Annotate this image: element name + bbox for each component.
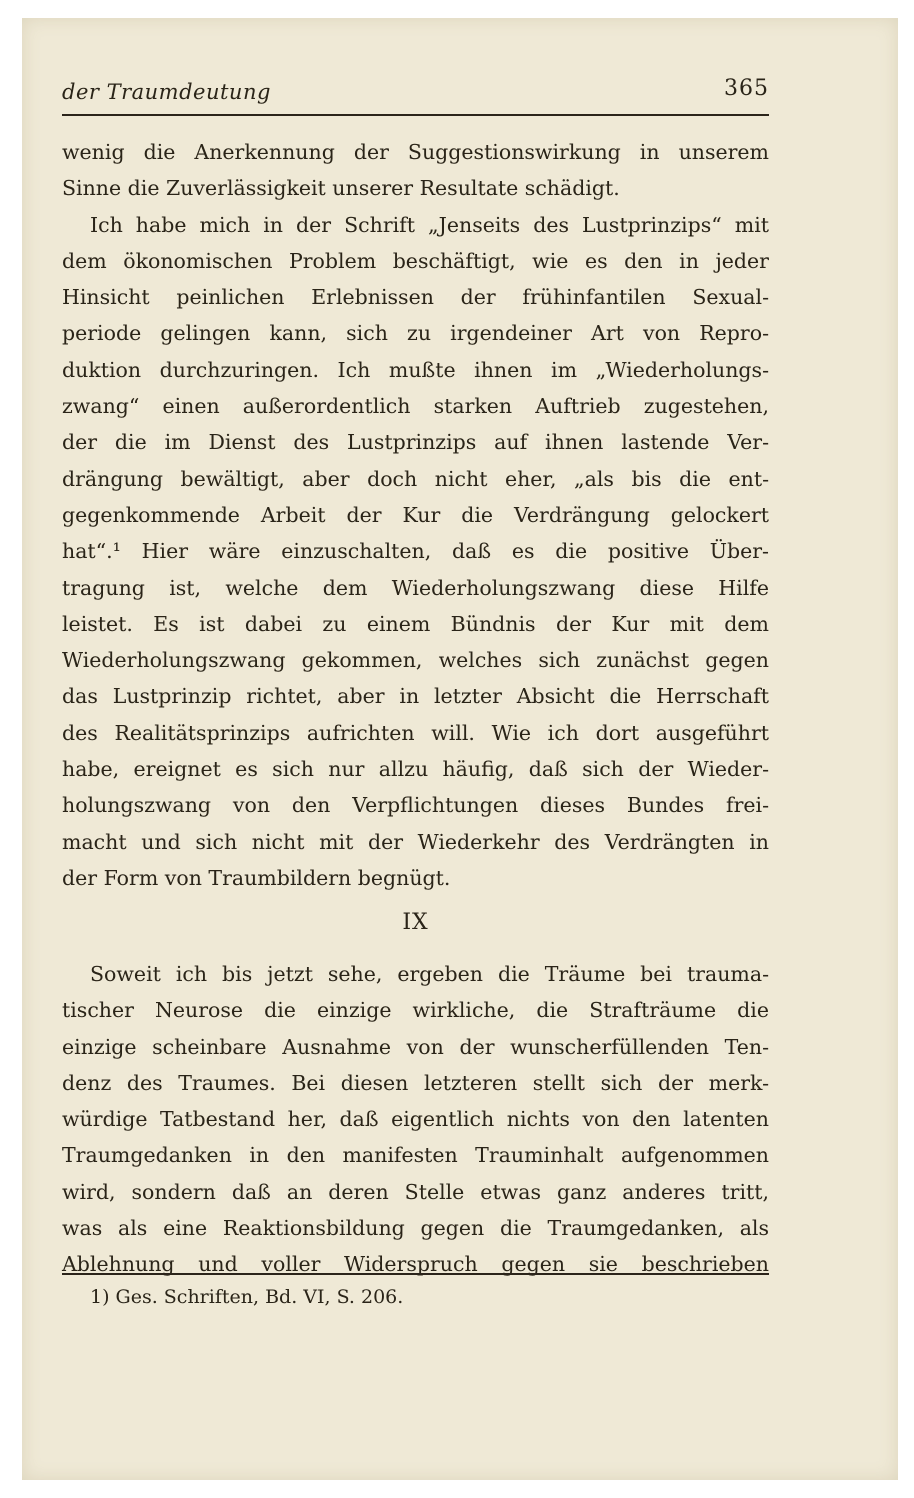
- text-line: denz des Traumes. Bei diesen letzteren stellt sich der merk-: [62, 1070, 769, 1095]
- text-line: Ich habe mich in der Schrift „Jenseits des Lustprinzips“ mit: [90, 212, 769, 237]
- footnote: 1) Ges. Schriften, Bd. VI, S. 206.: [90, 1286, 404, 1308]
- text-line: Hinsicht peinlichen Erlebnissen der frühinfantilen Sexual-: [62, 285, 769, 310]
- text-line: leistet. Es ist dabei zu einem Bündnis der Kur mit dem: [62, 611, 769, 636]
- paragraph-block-2: [62, 956, 769, 1283]
- footnote-rule: [62, 1273, 769, 1275]
- text-line: Ablehnung und voller Widerspruch gegen sie beschrieben: [62, 1252, 769, 1277]
- text-line: des Realitätsprinzips aufrichten will. Wie ich dort ausgeführt: [62, 720, 769, 745]
- running-title: der Traumdeutung: [62, 80, 271, 104]
- text-line: einzige scheinbare Ausnahme von der wunscherfüllenden Ten-: [62, 1034, 769, 1059]
- text-line: zwang“ einen außerordentlich starken Auftrieb zugestehen,: [62, 394, 769, 419]
- text-line: hat“.¹ Hier wäre einzuschalten, daß es die positive Über-: [62, 539, 769, 564]
- text-line: wird, sondern daß an deren Stelle etwas ganz anderes tritt,: [62, 1179, 769, 1204]
- paragraph-block-1: [62, 134, 769, 896]
- running-header: [62, 76, 769, 108]
- text-line: Wiederholungszwang gekommen, welches sich zunächst gegen: [62, 648, 769, 673]
- text-line: das Lustprinzip richtet, aber in letzter Absicht die Herrschaft: [62, 684, 769, 709]
- text-line: habe, ereignet es sich nur allzu häufig, daß sich der Wieder-: [62, 757, 769, 782]
- text-line: drängung bewältigt, aber doch nicht eher, „als bis die ent-: [62, 466, 769, 491]
- header-rule: [62, 114, 769, 116]
- text-line: der die im Dienst des Lustprinzips auf ihnen lastende Ver-: [62, 430, 769, 455]
- text-line: Traumgedanken in den manifesten Trauminhalt aufgenommen: [62, 1143, 769, 1168]
- text-line: was als eine Reaktionsbildung gegen die Traumgedanken, als: [62, 1216, 769, 1241]
- page-number: 365: [724, 76, 769, 101]
- text-line: wenig die Anerkennung der Suggestionswirkung in unserem: [62, 140, 769, 164]
- text-line: holungszwang von den Verpflichtungen dieses Bundes frei-: [62, 793, 769, 818]
- text-line: duktion durchzuringen. Ich mußte ihnen im „Wiederholungs-: [62, 357, 769, 382]
- text-line: tragung ist, welche dem Wiederholungszwang diese Hilfe: [62, 575, 769, 600]
- text-line: Sinne die Zuverlässigkeit unserer Resultate schädigt.: [62, 176, 620, 201]
- text-line: macht und sich nicht mit der Wiederkehr des Verdrängten in: [62, 829, 769, 854]
- text-line: dem ökonomischen Problem beschäftigt, wie es den in jeder: [62, 248, 769, 273]
- text-line: tischer Neurose die einzige wirkliche, die Strafträume die: [62, 998, 769, 1023]
- section-heading: IX: [402, 910, 429, 935]
- text-line: Soweit ich bis jetzt sehe, ergeben die Träume bei trauma-: [90, 962, 769, 986]
- text-line: gegenkommende Arbeit der Kur die Verdrängung gelockert: [62, 502, 769, 527]
- text-line: der Form von Traumbildern begnügt.: [62, 865, 451, 890]
- text-line: periode gelingen kann, sich zu irgendeiner Art von Repro-: [62, 321, 769, 346]
- text-line: würdige Tatbestand her, daß eigentlich nichts von den latenten: [62, 1107, 769, 1132]
